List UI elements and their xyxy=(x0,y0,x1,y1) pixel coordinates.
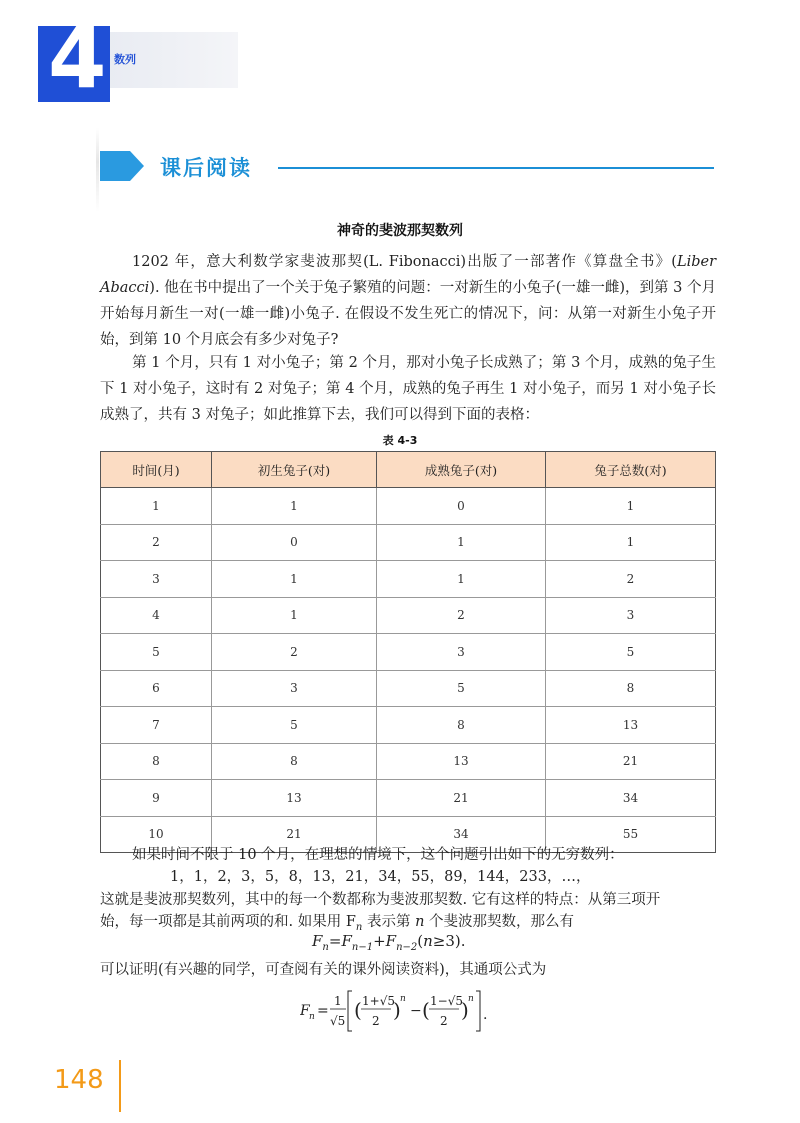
after-line-6: 可以证明(有兴趣的同学，可查阅有关的课外阅读资料)，其通项公式为 xyxy=(100,962,547,978)
table-cell: 21 xyxy=(212,816,377,853)
table-caption: 表 4-3 xyxy=(382,434,418,447)
svg-text:1: 1 xyxy=(334,994,342,1008)
table-cell: 5 xyxy=(101,634,212,671)
table-cell: 1 xyxy=(212,597,377,634)
svg-text:√5: √5 xyxy=(330,1014,346,1028)
binet-formula xyxy=(300,985,540,1035)
paragraph-2 xyxy=(100,350,716,428)
table-cell: 1 xyxy=(377,561,546,598)
paragraph-2-text: 第 1 个月，只有 1 对小兔子；第 2 个月，那对小兔子长成熟了；第 3 个月，成熟的兔子生下 1 对小兔子，这时有 2 对兔子；第 4 个月，成熟的兔子再生 1 对小兔子，而另 1 对小兔子长成熟了，共有 3 对兔子；如此推算下去，我们可以得到下面的表格： xyxy=(100,355,716,423)
table-cell: 13 xyxy=(377,743,546,780)
after-line-3: 这就是斐波那契数列，其中的每一个数都称为斐波那契数. 它有这样的特点：从第三项开 xyxy=(100,892,661,908)
table-cell: 3 xyxy=(546,597,716,634)
table-cell: 1 xyxy=(546,488,716,525)
binet-formula-text: Fn = (1/√5)[((1+√5)/2)^n − ((1−√5)/2)^n]. xyxy=(300,985,322,986)
after-line-4-a: 始，每一项都是其前两项的和. 如果用 F xyxy=(100,914,356,930)
table-row xyxy=(101,707,716,744)
table-cell: 1 xyxy=(546,524,716,561)
section-rule xyxy=(278,167,714,169)
table-cell: 8 xyxy=(546,670,716,707)
table-cell: 34 xyxy=(546,780,716,817)
recurrence-formula: $F_n=F_{n-1}+F_{n-2}(n\ge 3)$. xyxy=(312,932,466,953)
table-header-cell: 成熟兔子(对) xyxy=(377,452,546,488)
table-cell: 3 xyxy=(377,634,546,671)
table-header-cell: 初生兔子(对) xyxy=(212,452,377,488)
svg-text:(: ( xyxy=(354,998,362,1022)
paragraph-1-text-b: ). 他在书中提出了一个关于兔子繁殖的问题：一对新生的小兔子(一雄一雌)，到第 3 个月开始每月新生一对(一雄一雌)小兔子. 在假设不发生死亡的情况下，问：从第一对新生小兔子开始，到第 10 个月底会有多少对兔子? xyxy=(100,280,716,348)
svg-text:n: n xyxy=(468,994,474,1004)
fibonacci-table xyxy=(100,451,716,853)
table-cell: 1 xyxy=(377,524,546,561)
page-number-rule xyxy=(119,1060,121,1112)
table-row xyxy=(101,561,716,598)
chapter-title: 数列 xyxy=(114,53,136,66)
after-line-1: 如果时间不限于 10 个月，在理想的情境下，这个问题引出如下的无穷数列： xyxy=(132,847,624,863)
svg-text:.: . xyxy=(483,1007,488,1023)
paragraph-1-text-a: 1202 年，意大利数学家斐波那契(L. Fibonacci)出版了一部著作《算盘全书》( xyxy=(132,254,677,270)
table-cell: 4 xyxy=(101,597,212,634)
section-title: 课后阅读 xyxy=(160,156,252,180)
table-cell: 21 xyxy=(546,743,716,780)
table-cell: 2 xyxy=(546,561,716,598)
paragraph-1 xyxy=(100,249,716,353)
table-row xyxy=(101,634,716,671)
svg-text:2: 2 xyxy=(440,1014,448,1028)
table-cell: 13 xyxy=(212,780,377,817)
table-row xyxy=(101,488,716,525)
table-cell: 8 xyxy=(377,707,546,744)
after-line-4-b: 表示第 xyxy=(362,914,416,930)
table-cell: 2 xyxy=(212,634,377,671)
table-cell: 5 xyxy=(377,670,546,707)
table-cell: 3 xyxy=(101,561,212,598)
svg-text:1−√5: 1−√5 xyxy=(430,994,463,1008)
table-cell: 1 xyxy=(101,488,212,525)
svg-text:1+√5: 1+√5 xyxy=(362,994,395,1008)
table-row xyxy=(101,597,716,634)
table-cell: 1 xyxy=(212,488,377,525)
table-header-cell: 时间(月) xyxy=(101,452,212,488)
svg-text:): ) xyxy=(393,998,401,1022)
after-line-4-sub: n xyxy=(355,921,363,933)
table-cell: 7 xyxy=(101,707,212,744)
svg-text:−: − xyxy=(410,1003,422,1019)
svg-text:): ) xyxy=(461,998,469,1022)
table-cell: 34 xyxy=(377,816,546,853)
table-cell: 1 xyxy=(212,561,377,598)
table-cell: 2 xyxy=(101,524,212,561)
table-cell: 0 xyxy=(377,488,546,525)
table-cell: 21 xyxy=(377,780,546,817)
article-title: 神奇的斐波那契数列 xyxy=(337,223,463,239)
table-header-cell: 兔子总数(对) xyxy=(546,452,716,488)
after-line-4-c: 个斐波那契数，那么有 xyxy=(424,914,575,930)
table-header-row xyxy=(101,452,716,488)
table-cell: 55 xyxy=(546,816,716,853)
table-cell: 5 xyxy=(212,707,377,744)
table-row xyxy=(101,670,716,707)
chapter-number: 4 xyxy=(48,9,105,107)
section-stripe xyxy=(96,128,99,212)
after-line-4-n: n xyxy=(415,914,425,930)
table-cell: 8 xyxy=(101,743,212,780)
svg-text:2: 2 xyxy=(372,1014,380,1028)
table-cell: 2 xyxy=(377,597,546,634)
table-cell: 9 xyxy=(101,780,212,817)
table-row xyxy=(101,743,716,780)
page-number: 148 xyxy=(54,1065,104,1095)
fibonacci-sequence: 1，1，2，3，5，8，13，21，34，55，89，144，233，…， xyxy=(170,869,591,885)
table-cell: 3 xyxy=(212,670,377,707)
book-latin-title: Liber Abacci xyxy=(100,254,716,296)
table-cell: 10 xyxy=(101,816,212,853)
table-cell: 6 xyxy=(101,670,212,707)
table-cell: 5 xyxy=(546,634,716,671)
svg-text:=: = xyxy=(317,1003,329,1019)
svg-text:(: ( xyxy=(422,998,430,1022)
table-cell: 13 xyxy=(546,707,716,744)
table-row xyxy=(101,524,716,561)
table-row xyxy=(101,780,716,817)
table-cell: 8 xyxy=(212,743,377,780)
svg-text:n: n xyxy=(400,994,406,1004)
table-cell: 0 xyxy=(212,524,377,561)
svg-text:n: n xyxy=(309,1012,315,1022)
svg-text:F: F xyxy=(300,1003,310,1019)
section-arrow-icon xyxy=(100,151,144,181)
